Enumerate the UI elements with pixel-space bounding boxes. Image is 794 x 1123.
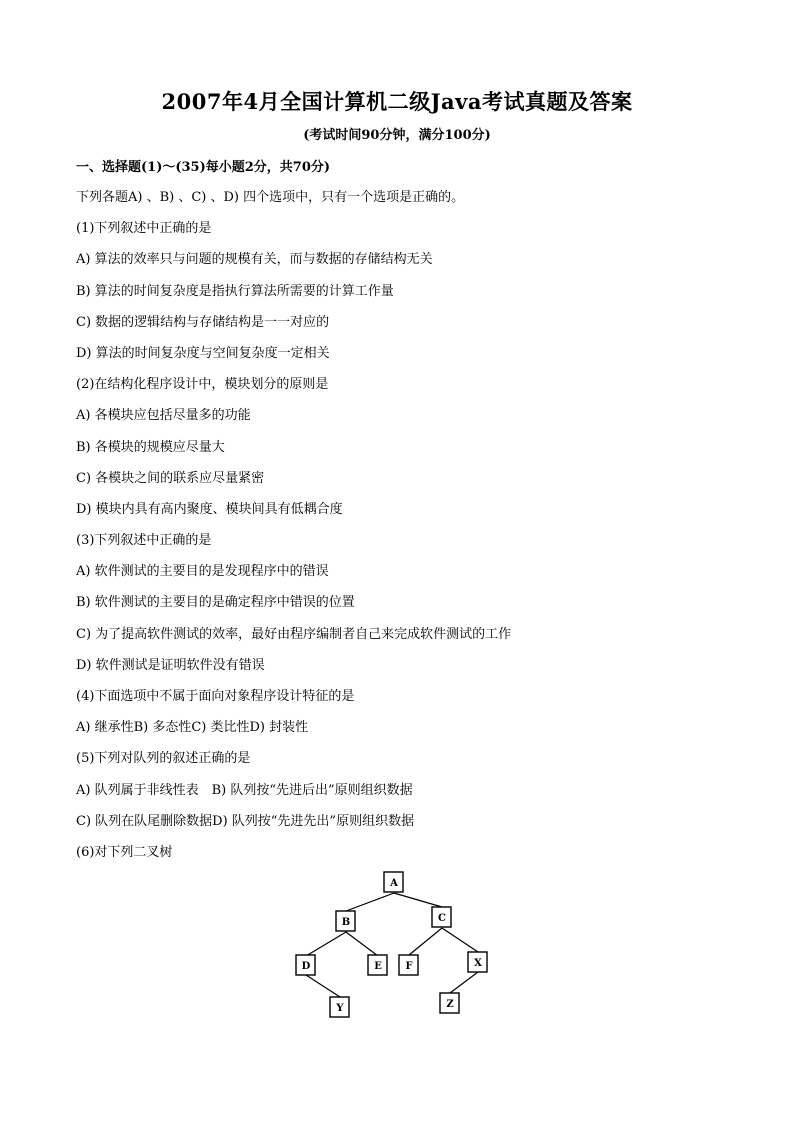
question-3-option-a: A) 软件测试的主要目的是发现程序中的错误: [76, 564, 329, 580]
tree-node-b-label: B: [341, 917, 351, 928]
tree-node-c-label: C: [438, 913, 446, 924]
question-1-option-b: B) 算法的时间复杂度是指执行算法所需要的计算工作量: [76, 283, 394, 299]
question-3-option-b: B) 软件测试的主要目的是确定程序中错误的位置: [76, 595, 355, 611]
page-subtitle: (考试时间90分钟，满分100分): [303, 128, 491, 143]
section-heading: 一、选择题(1)～(35)每小题2分，共70分): [76, 160, 331, 175]
tree-node-e-label: E: [374, 961, 382, 972]
question-5: (5)下列对队列的叙述正确的是: [76, 751, 251, 767]
question-5-options-ab: A) 队列属于非线性表 B) 队列按“先进后出”原则组织数据: [76, 782, 413, 798]
question-3: (3)下列叙述中正确的是: [76, 533, 212, 549]
tree-node-x-label: X: [474, 958, 482, 969]
question-1-option-a: A) 算法的效率只与问题的规模有关，而与数据的存储结构无关: [76, 252, 433, 268]
question-3-option-c: C) 为了提高软件测试的效率，最好由程序编制者自己来完成软件测试的工作: [76, 626, 512, 642]
binary-tree-diagram: [280, 866, 500, 1026]
question-1-option-c: C) 数据的逻辑结构与存储结构是一一对应的: [76, 314, 330, 330]
tree-node-a-label: A: [390, 878, 398, 889]
question-1-option-d: D) 算法的时间复杂度与空间复杂度一定相关: [76, 345, 330, 361]
question-3-option-d: D) 软件测试是证明软件没有错误: [76, 657, 265, 673]
question-2-option-d: D) 模块内具有高内聚度、模块间具有低耦合度: [76, 501, 343, 517]
question-2: (2)在结构化程序设计中，模块划分的原则是: [76, 377, 329, 393]
question-2-option-b: B) 各模块的规模应尽量大: [76, 439, 225, 455]
question-5-options-cd: C) 队列在队尾删除数据D) 队列按“先进先出”原则组织数据: [76, 813, 415, 829]
question-text-block: [76, 182, 756, 868]
question-2-option-a: A) 各模块应包括尽量多的功能: [76, 408, 251, 424]
page-title: 2007年4月全国计算机二级Java考试真题及答案: [161, 89, 633, 114]
instruction-line: 下列各题A) 、B) 、C) 、D) 四个选项中，只有一个选项是正确的。: [76, 190, 465, 205]
question-6: (6)对下列二叉树: [76, 844, 173, 860]
question-4: (4)下面选项中不属于面向对象程序设计特征的是: [76, 689, 355, 704]
question-2-option-c: C) 各模块之间的联系应尽量紧密: [76, 470, 265, 486]
tree-node-y-label: Y: [336, 1003, 344, 1014]
tree-node-d-label: D: [301, 961, 311, 972]
question-1: (1)下列叙述中正确的是: [76, 221, 212, 237]
tree-node-z-label: Z: [446, 999, 454, 1010]
tree-node-f-label: F: [405, 961, 413, 972]
question-4-options: A) 继承性B) 多态性C) 类比性D) 封装性: [76, 720, 309, 736]
